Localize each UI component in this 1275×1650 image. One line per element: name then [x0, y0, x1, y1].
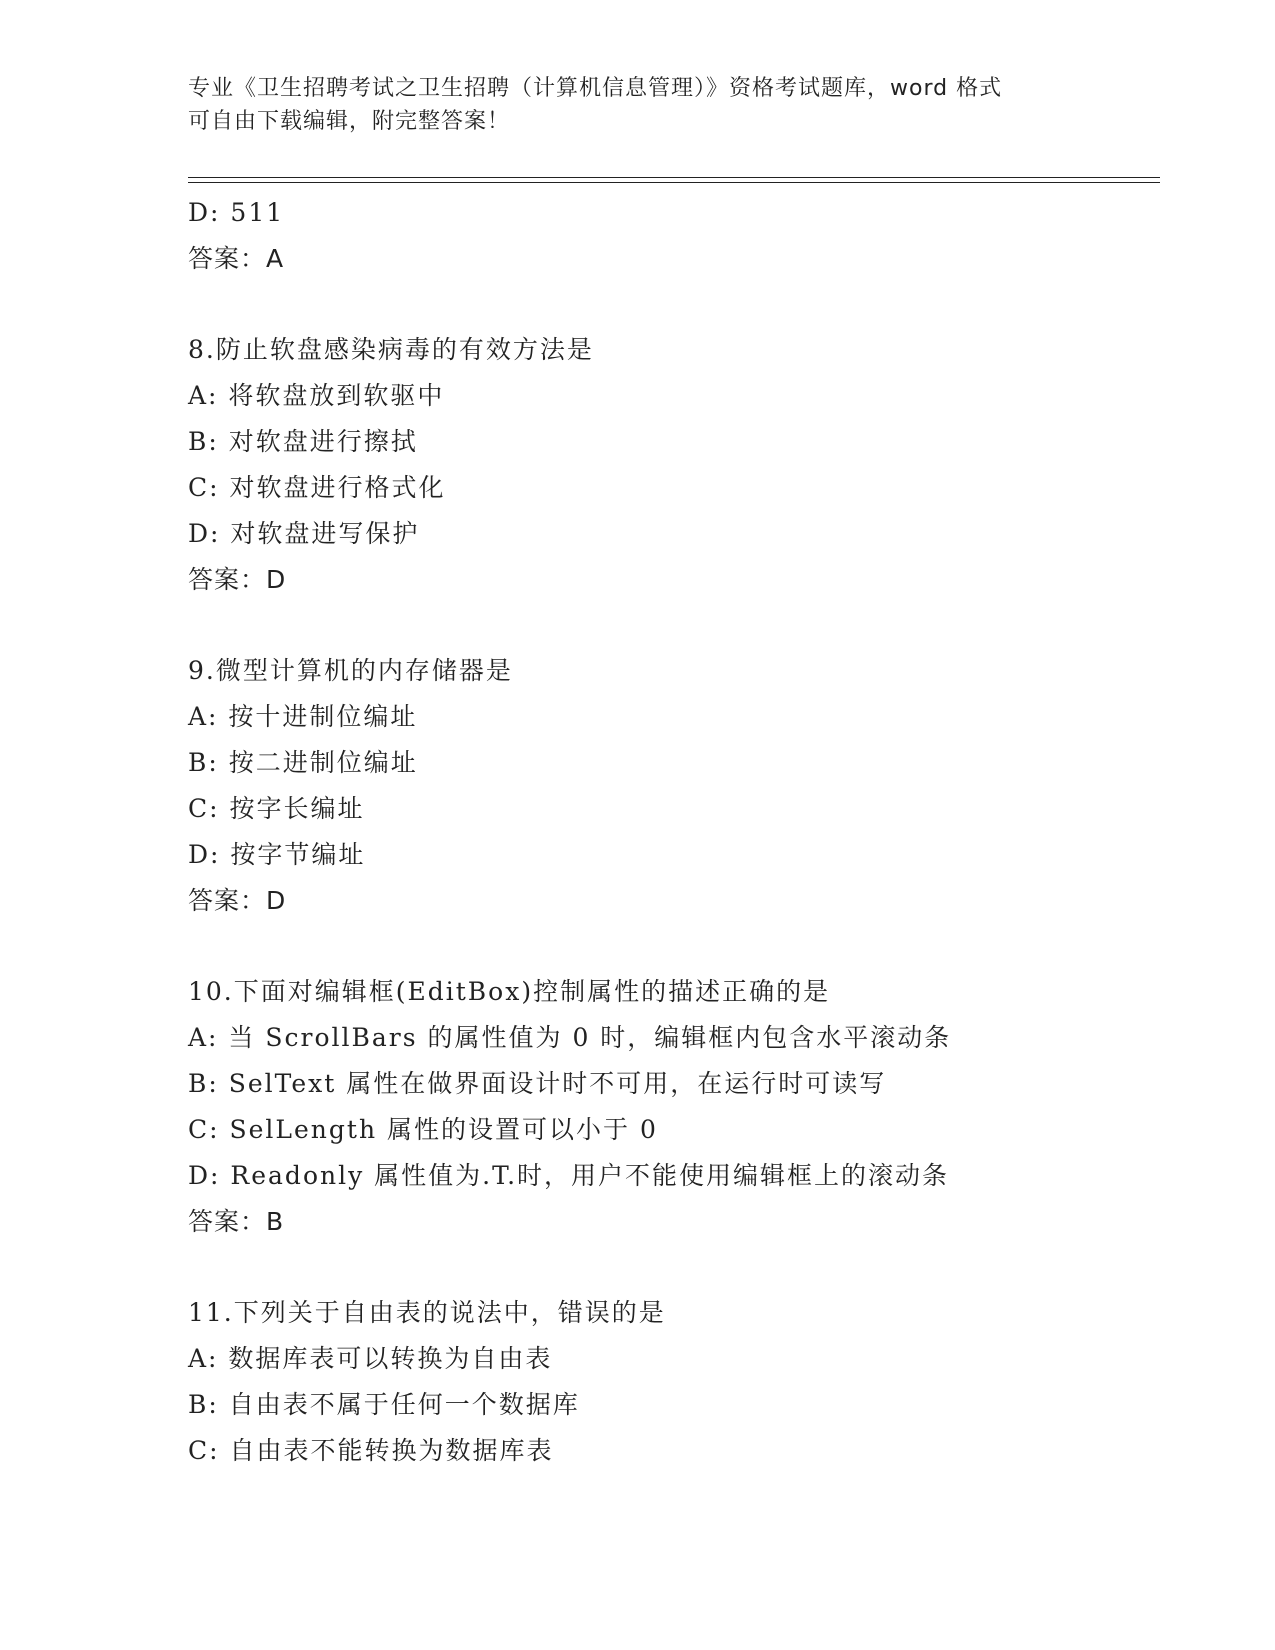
question-8 [188, 327, 1188, 603]
option-b: B: 自由表不属于任何一个数据库 [188, 1390, 580, 1419]
question-11 [188, 1290, 1188, 1474]
spacer [188, 282, 1188, 327]
option-d: D: 对软盘进写保护 [188, 519, 420, 548]
header-line-1: 专业《卫生招聘考试之卫生招聘（计算机信息管理）》资格考试题库，word 格式 [188, 76, 1003, 101]
spacer [188, 924, 1188, 969]
question-10 [188, 969, 1188, 1245]
option-b: B: 按二进制位编址 [188, 748, 418, 777]
prev-answer: 答案：A [188, 244, 285, 273]
question-title: 8.防止软盘感染病毒的有效方法是 [188, 335, 594, 364]
prev-option-d: D: 511 [188, 198, 285, 227]
option-c: C: 按字长编址 [188, 794, 365, 823]
option-d: D: 按字节编址 [188, 840, 366, 869]
spacer [188, 1245, 1188, 1290]
header-rule-bottom [188, 182, 1160, 183]
header-line-2: 可自由下载编辑，附完整答案！ [188, 109, 511, 134]
option-c: C: 自由表不能转换为数据库表 [188, 1436, 554, 1465]
option-a: A: 按十进制位编址 [188, 702, 418, 731]
spacer [188, 603, 1188, 648]
question-title: 9.微型计算机的内存储器是 [188, 656, 513, 685]
option-c: C: SelLength 属性的设置可以小于 0 [188, 1115, 658, 1144]
question-title: 11.下列关于自由表的说法中，错误的是 [188, 1298, 666, 1327]
option-a: A: 将软盘放到软驱中 [188, 381, 445, 410]
answer: 答案：D [188, 886, 287, 915]
option-d: D: Readonly 属性值为.T.时，用户不能使用编辑框上的滚动条 [188, 1161, 950, 1190]
option-a: A: 当 ScrollBars 的属性值为 0 时，编辑框内包含水平滚动条 [188, 1023, 952, 1052]
question-9 [188, 648, 1188, 924]
question-content [188, 190, 1188, 1474]
document-header [188, 72, 1088, 138]
option-b: B: SelText 属性在做界面设计时不可用，在运行时可读写 [188, 1069, 887, 1098]
option-c: C: 对软盘进行格式化 [188, 473, 446, 502]
answer: 答案：B [188, 1207, 285, 1236]
question-title: 10.下面对编辑框(EditBox)控制属性的描述正确的是 [188, 977, 831, 1006]
option-a: A: 数据库表可以转换为自由表 [188, 1344, 553, 1373]
header-rule-top [188, 177, 1160, 178]
answer: 答案：D [188, 565, 287, 594]
option-b: B: 对软盘进行擦拭 [188, 427, 418, 456]
